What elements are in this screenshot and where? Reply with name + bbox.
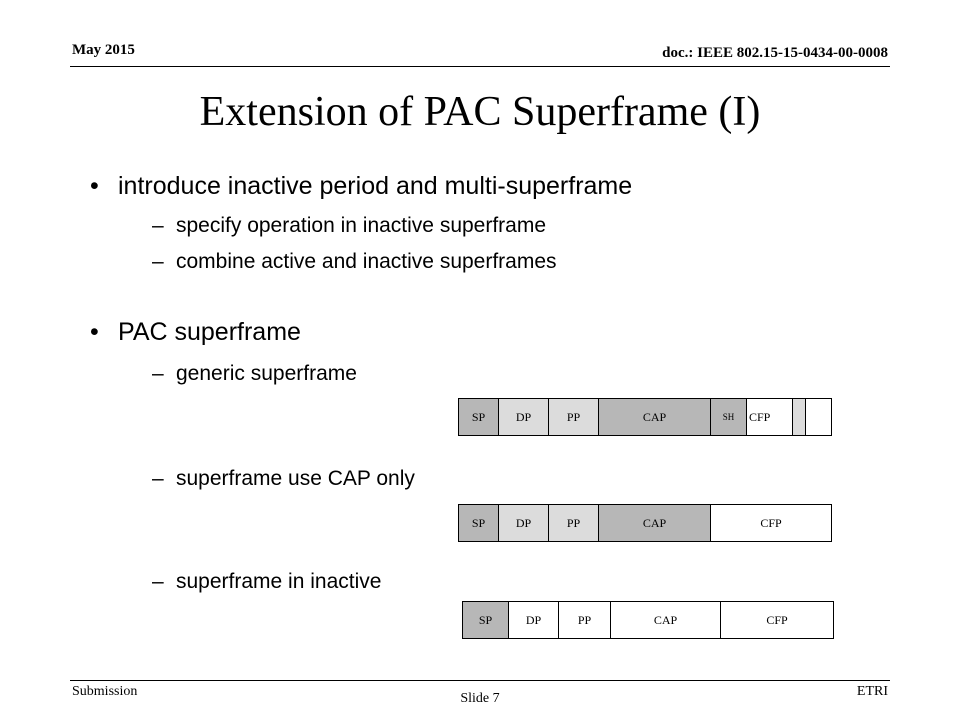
segment-dp: DP <box>499 505 549 541</box>
sub-bullet-2-3 <box>152 570 381 594</box>
sub-bullet-1-2-text: combine active and inactive superframes <box>176 250 557 273</box>
dash-glyph: – <box>152 570 164 593</box>
sub-bullet-2-1-text: generic superframe <box>176 362 357 385</box>
sub-bullet-1-2 <box>152 250 557 274</box>
sub-bullet-1-1 <box>152 214 546 238</box>
footer-submission: Submission <box>72 684 138 699</box>
segment-dp: DP <box>499 399 549 435</box>
segment-cap: CAP <box>611 602 721 638</box>
segment-sp: SP <box>459 399 499 435</box>
sub-bullet-1-1-text: specify operation in inactive superframe <box>176 214 547 237</box>
sub-bullet-2-3-text: superframe in inactive <box>176 570 382 593</box>
sub-bullet-2-1 <box>152 362 357 386</box>
segment-pp: PP <box>549 399 599 435</box>
sub-bullet-2-2 <box>152 467 415 491</box>
segment-pp: PP <box>559 602 611 638</box>
segment-cfp: CFP <box>711 505 831 541</box>
dash-glyph: – <box>152 214 164 237</box>
cap-only-superframe-diagram <box>458 504 832 542</box>
segment-dp: DP <box>509 602 559 638</box>
bullet-glyph: • <box>90 172 99 200</box>
bullet-1-text: introduce inactive period and multi-superframe <box>118 172 633 200</box>
footer-divider <box>70 680 890 681</box>
segment-small-block <box>793 399 806 435</box>
dash-glyph: – <box>152 467 164 490</box>
header-divider <box>70 66 890 67</box>
segment-sh: SH <box>711 399 747 435</box>
dash-glyph: – <box>152 362 164 385</box>
segment-cap: CAP <box>599 505 711 541</box>
bullet-glyph: • <box>90 318 99 346</box>
bullet-2 <box>90 318 301 347</box>
generic-superframe-diagram <box>458 398 832 436</box>
segment-cap: CAP <box>599 399 711 435</box>
bullet-2-text: PAC superframe <box>118 318 301 346</box>
segment-sp: SP <box>463 602 509 638</box>
segment-pp: PP <box>549 505 599 541</box>
footer-slide-number: Slide 7 <box>460 691 500 706</box>
segment-sp: SP <box>459 505 499 541</box>
segment-cfp: CFP <box>747 399 793 435</box>
segment-trailing <box>806 399 831 435</box>
sub-bullet-2-2-text: superframe use CAP only <box>176 467 415 490</box>
header-date: May 2015 <box>72 42 135 58</box>
footer-organization: ETRI <box>856 684 888 699</box>
inactive-superframe-diagram <box>462 601 834 639</box>
header-doc-id: doc.: IEEE 802.15-15-0434-00-0008 <box>662 45 888 61</box>
dash-glyph: – <box>152 250 164 273</box>
bullet-1 <box>90 172 632 201</box>
slide-title: Extension of PAC Superframe (I) <box>199 89 761 135</box>
segment-cfp: CFP <box>721 602 833 638</box>
